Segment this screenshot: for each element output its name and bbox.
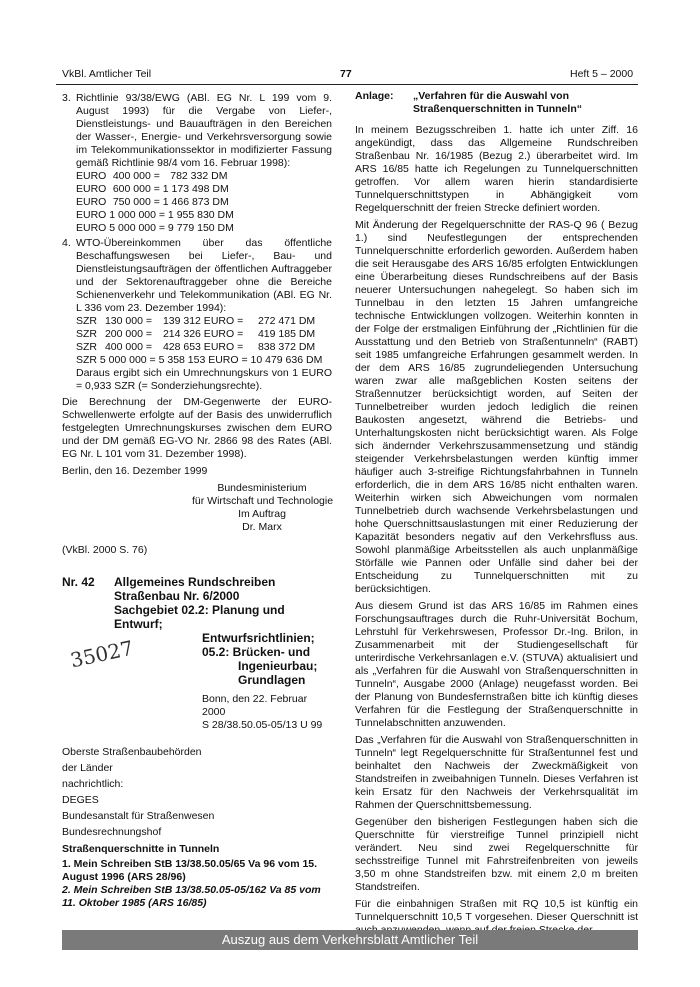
item-text: WTO-Übereinkommen über das öffentliche Beschaffungswesen bei Liefer-, Bau- und Dienstleistungsaufträgen der öffentlichen Auftraggeber und der Sektorenauftraggeber ohne die Bereiche Schienenverkehr und Telekommunikation (ABl. EG Nr. L 336 vom 23. Dezember 1994): [76,237,332,314]
table-row: SZR 400 000 = 428 653 EURO = 838 372 DM [76,341,316,353]
attachment-label: Anlage: [355,90,394,102]
reference-2: 2. Mein Schreiben StB 13/38.50.05-05/162 Va 85 vom 11. Oktober 1985 (ARS 16/85) [62,884,321,909]
table-row: SZR 5 000 000 = 5 358 153 EURO = 10 479 636 DM [76,354,323,366]
signature-line: Bundesministerium [217,482,307,494]
signature-line: Dr. Marx [242,521,282,533]
recipient-line: Oberste Straßenbaubehörden [62,746,202,758]
date-line: Bonn, den 22. Februar 2000 [202,693,308,718]
title-line: Straßenbau Nr. 6/2000 [114,589,240,603]
place-date: Berlin, den 16. Dezember 1999 [62,465,208,477]
circular-number: Nr. 42 [62,575,95,589]
paragraph: Mit Änderung der Regelquerschnitte der RAS-Q 96 ( Bezug 1.) sind Neufestlegungen der entsprechenden Tunnelquerschnitte erforderlich geworden. Außerdem haben die seit Herausgabe des ARS 16/85 erfolgten Entwicklungen eine Überarbeitung dieses Rundschreibens auf der Basis neuerer Untersuchungen nahegelegt. So haben sich im Tunnelbau in den letzten 15 Jahren umfangreiche technische Entwicklungen vollzogen. Weiterhin konnten in der Folge der erstmaligen Einführung der „Richtlinien für die Ausstattung und den Betrieb von Straßentunneln“ (RABT) seit 1985 umfangreiche Erfahrungen gesammelt werden. In der dem ARS 16/85 zugrundeliegenden Untersuchung waren zwar alle maßgeblichen Kosten seitens der Straßennutzer berücksichtigt worden, auf Seiten der Tunnelbetreiber wurden jedoch lediglich die reinen Baukosten angesetzt, während die Betriebs- und Unterhaltungskosten nicht berücksichtigt waren. Als Folge sich ändernder Verkehrszusammensetzung und ständig steigender Verkehrsbelastungen werden künftig immer häufiger auch 3-streifige Richtungsfahrbahnen in Tunneln erforderlich, die in dem ARS 16/85 nicht enthalten waren. Weiterhin wirken sich Abweichungen vom normalen Tunnelbetrieb durch wachsende Verkehrsbelastungen und hohe Querschnittsauslastungen mit einer Reduzierung der Kapazität besonders negativ auf den Verkehrsfluss aus. Sowohl planmäßige Arbeitsstellen als auch unplanmäßige Störfälle wie Pannen oder Unfälle sind daher bei der Entscheidung zu Tunnelquerschnitten mit zu berücksichtigen. [355,219,638,595]
signature-block [192,482,332,534]
euro-table [76,170,239,235]
page-number: 77 [340,68,352,80]
title-line: Entwurfsrichtlinien; [202,631,315,645]
szr-table [76,315,327,367]
closing-paragraph: Die Berechnung der DM-Gegenwerte der EURO-Schwellenwerte erfolgte auf der Basis des unwiderruflich festgelegten Umrechnungskurses zwischen dem EURO und der DM gemäß EG-VO Nr. 2866 98 des Rates (ABl. EG Nr. L 101 vom 31. Dezember 1998). [62,396,332,460]
paragraph: Aus diesem Grund ist das ARS 16/85 im Rahmen eines Forschungsauftrages durch die Ruhr-Universität Bochum, Lehrstuhl für Verkehrswesen, Professor Dr.-Ing. Brilon, in Zusammenarbeit mit der Studiengesellschaft für unterirdische Verkehrsanlagen e.V. (STUVA) aktualisiert und als „Verfahren für die Auswahl von Straßenquerschnitten in Tunneln“, Ausgabe 2000 (Anlage) neugefasst worden. Bei der Planung von Bundesfernstraßen bitte ich künftig dieses Verfahren für die Festlegung der Straßenquerschnitte in Tunnelabschnitten anzuwenden. [355,600,638,729]
paragraph: In meinem Bezugsschreiben 1. hatte ich unter Ziff. 16 angekündigt, dass das Allgemeine Rundschreiben Straßenbau Nr. 16/1985 (Bezug 2.) überarbeitet wird. Im ARS 16/85 hatte ich Regelungen zu Tunnelquerschnitten getroffen. Vor allem waren hierin standardisierte Tunnelquerschnittstypen in Abhängigkeit vom Regelquerschnitt der freien Strecke definiert worden. [355,124,638,214]
recipient-line: nachrichtlich: [62,778,124,790]
paragraph: Gegenüber den bisherigen Festlegungen haben sich die Querschnitte für vierstreifige Tunnel prinzipiell nicht verändert. Neu sind zwei Regelquerschnitte für sechsstreifige Tunnel mit Fahrstreifenbreiten von jeweils 3,50 m ohne Standstreifen bzw. mit einem 2,0 m breiten Standstreifen. [355,816,638,893]
circular-title-block [62,575,332,687]
table-row: EURO 600 000 = 1 173 498 DM [76,183,229,195]
paragraph: Das „Verfahren für die Auswahl von Straßenquerschnitten in Tunneln“ legt Regelquerschnitte für Straßentunnel fest und beinhaltet den Nachweis der Zweckmäßigkeit von Standstreifen in zweibahnigen Tunneln. Dieses Verfahren ist kein Ersatz für den Nachweis der Verkehrsqualität im Rahmen der Querschnittsbemessung. [355,734,638,811]
left-column [62,92,332,910]
header-rule [56,84,638,85]
attachment-heading [355,90,638,116]
footer-banner: Auszug aus dem Verkehrsblatt Amtlicher Teil [62,930,638,950]
reference-1: 1. Mein Schreiben StB 13/38.50.05/65 Va 96 vom 15. August 1996 (ARS 28/96) [62,858,318,883]
attachment-title: „Verfahren für die Auswahl von Straßenquerschnitten in Tunneln“ [413,90,582,115]
item-text: Richtlinie 93/38/EWG (ABl. EG Nr. L 199 vom 9. August 1993) für die Vergabe von Liefer-, Dienstleistungs- und Bauaufträgen in den Bereichen der Wasser-, Energie- und Verkehrsversorgung sowie im Telekommunikationssektor in modifizierter Fassung gemäß Richtlinie 98/4 vom 16. Februar 1998): [76,92,332,169]
item-number: 3. [62,92,71,104]
title-line: Ingenieurbau; [238,659,318,673]
item-4 [62,237,332,393]
recipient-line: der Länder [62,762,113,774]
signature-line: für Wirtschaft und Technologie [192,495,334,507]
table-row: EURO 5 000 000 = 9 779 150 DM [76,222,234,234]
header-issue: Heft 5 – 2000 [570,68,634,80]
right-column [355,90,638,937]
file-ref-line: S 28/38.50.05-05/13 U 99 [202,719,323,731]
title-line: Grundlagen [238,673,306,687]
paragraph: Für die einbahnigen Straßen mit RQ 10,5 ist künftig ein Tunnelquerschnitt 10,5 T vorgesehen. Dieser Querschnitt ist [355,898,638,923]
recipient-line: DEGES [62,794,99,806]
reference: (VkBl. 2000 S. 76) [62,544,148,556]
title-line: Sachgebiet 02.2: Planung und Entwurf; [114,603,285,631]
table-row: SZR 200 000 = 214 326 EURO = 419 185 DM [76,328,316,340]
item-number: 4. [62,237,71,249]
subject: Straßenquerschnitte in Tunneln [62,843,220,855]
item-3 [62,92,332,235]
table-row: EURO 1 000 000 = 1 955 830 DM [76,209,234,221]
table-row: EURO 750 000 = 1 466 873 DM [76,196,229,208]
date-reference [202,693,332,732]
header-journal: VkBl. Amtlicher Teil [62,68,152,80]
title-line: Allgemeines Rundschreiben [114,575,276,589]
recipient-line: Bundesrechnungshof [62,826,162,838]
handwritten-number: 35027 [68,635,136,673]
title-line: 05.2: Brücken- und [202,645,311,659]
signature-line: Im Auftrag [238,508,286,520]
recipient-line: Bundesanstalt für Straßenwesen [62,810,215,822]
conversion-note: Daraus ergibt sich ein Umrechnungskurs von 1 EURO = 0,933 SZR (= Sonderziehungsrechte). [76,367,332,392]
table-row: SZR 130 000 = 139 312 EURO = 272 471 DM [76,315,316,327]
table-row: EURO 400 000 = 782 332 DM [76,170,228,182]
recipients [62,744,332,840]
